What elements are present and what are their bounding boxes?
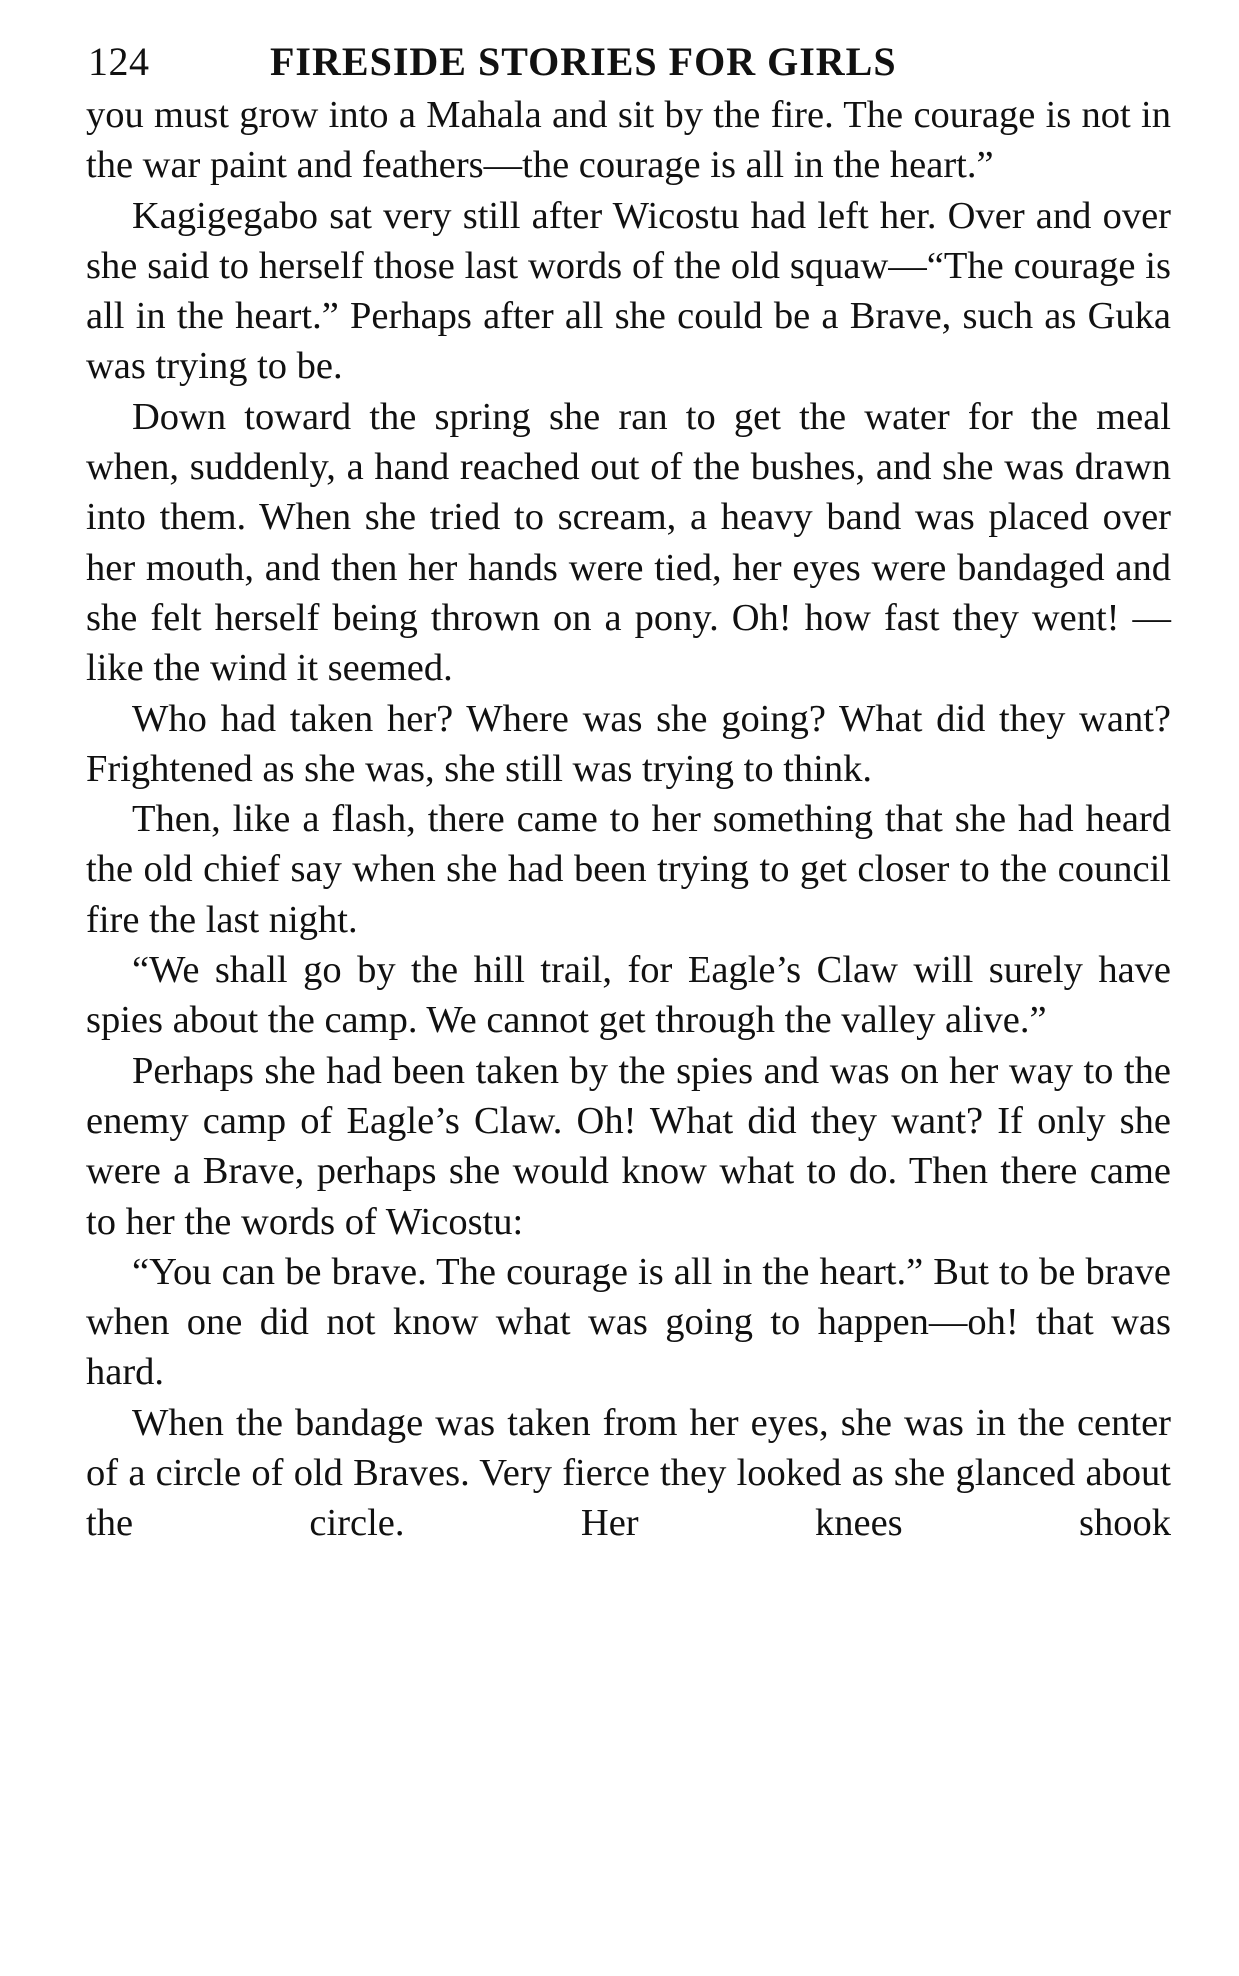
paragraph: Then, like a flash, there came to her something that she had heard the old chief say when she had been trying to get closer to the council fire the last night. bbox=[86, 798, 1171, 941]
paragraph: Down toward the spring she ran to get the water for the meal when, suddenly, a hand reached out of the bushes, and she was drawn into them. When she tried to scream, a heavy band was placed over her mouth, and then her hands were tied, her eyes were bandaged and she felt herself being thrown on a pony. Oh! how fast they went! —like the wind it seemed. bbox=[86, 395, 1171, 690]
book-title: FIRESIDE STORIES FOR GIRLS bbox=[270, 39, 897, 84]
paragraph: “You can be brave. The courage is all in the heart.” But to be brave when one did not know what was going to happen—oh! that was hard. bbox=[86, 1250, 1171, 1394]
paragraph: Who had taken her? Where was she going? What did they want? Frightened as she was, she still was trying to think. bbox=[86, 697, 1171, 790]
paragraph: Perhaps she had been taken by the spies and was on her way to the enemy camp of Eagle’s Claw. Oh! What did they want? If only she were a Brave, perhaps she would know what to do. Then there came to her the words of Wicostu: bbox=[86, 1049, 1171, 1243]
paragraph: “We shall go by the hill trail, for Eagle’s Claw will surely have spies about the camp. We cannot get through the valley alive.” bbox=[86, 949, 1171, 1042]
book-page bbox=[86, 30, 1171, 1549]
body-text bbox=[86, 90, 1171, 1549]
paragraph: you must grow into a Mahala and sit by the fire. The courage is not in the war paint and feathers—the courage is all in the heart.” bbox=[86, 94, 1171, 187]
page-number: 124 bbox=[88, 39, 150, 84]
paragraph: Kagigegabo sat very still after Wicostu had left her. Over and over she said to herself those last words of the old squaw—“The courage is all in the heart.” Perhaps after all she could be a Brave, such as Guka was trying to be. bbox=[86, 194, 1171, 388]
paragraph: When the bandage was taken from her eyes, she was in the center of a circle of old Braves. Very fierce they looked as she glanced about the circle. Her knees shook bbox=[86, 1401, 1171, 1545]
running-head bbox=[86, 30, 1171, 90]
